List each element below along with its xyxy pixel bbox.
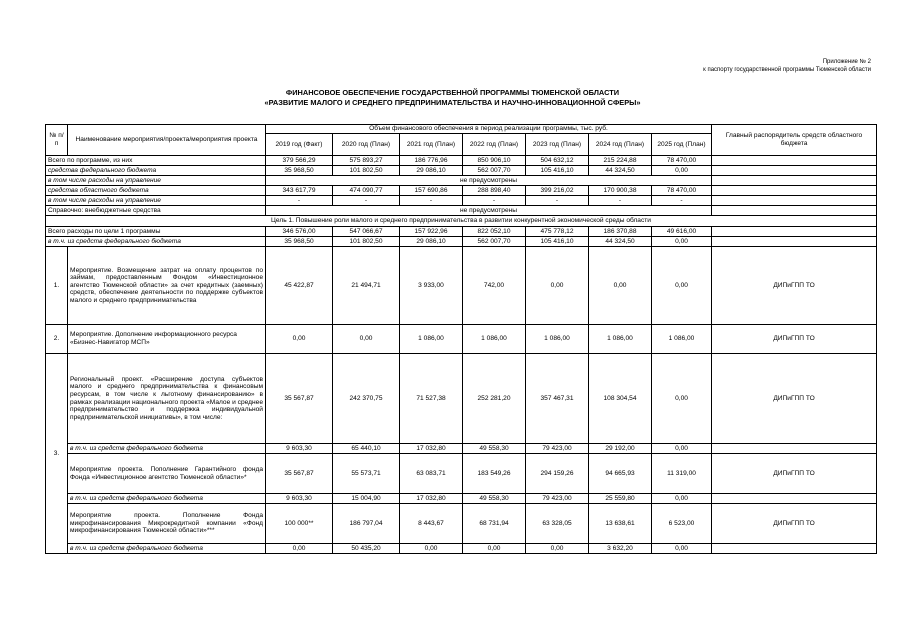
value-cell: 0,00 [652, 237, 712, 247]
project-row-3-federal [46, 444, 877, 454]
row-label: в т.ч. из средств федерального бюджета [68, 444, 266, 454]
manager-cell: ДИПиГПП ТО [712, 354, 877, 444]
value-cell: 44 324,50 [589, 166, 652, 176]
appendix-note [703, 58, 871, 74]
value-cell: 105 416,10 [526, 237, 589, 247]
empty-cell [712, 156, 877, 166]
value-cell: 101 802,50 [333, 237, 400, 247]
value-cell: 0,00 [526, 247, 589, 325]
title-line-2: «РАЗВИТИЕ МАЛОГО И СРЕДНЕГО ПРЕДПРИНИМАТЕЛЬСТВА И НАУЧНО-ИННОВАЦИОННОЙ СФЕРЫ» [264, 98, 641, 107]
row-number: 1. [46, 247, 68, 325]
value-cell: 1 086,00 [589, 325, 652, 354]
value-cell: 186 797,04 [333, 504, 400, 544]
empty-cell [712, 166, 877, 176]
value-cell: 474 090,77 [333, 186, 400, 196]
row-label: в том числе расходы на управление [46, 176, 266, 186]
value-cell: 215 224,88 [589, 156, 652, 166]
value-cell: 79 423,00 [526, 494, 589, 504]
value-cell: 0,00 [526, 544, 589, 554]
management-row [46, 196, 877, 206]
value-cell: - [526, 196, 589, 206]
title-line-1: ФИНАНСОВОЕ ОБЕСПЕЧЕНИЕ ГОСУДАРСТВЕННОЙ ПРОГРАММЫ ТЮМЕНСКОЙ ОБЛАСТИ [285, 88, 620, 97]
value-cell: 49 558,30 [463, 494, 526, 504]
value-cell: 55 573,71 [333, 454, 400, 494]
measure-row-2 [46, 325, 877, 354]
row-label: в т.ч. из средств федерального бюджета [46, 237, 266, 247]
value-cell: 105 416,10 [526, 166, 589, 176]
value-cell: 29 086,10 [400, 166, 463, 176]
empty-cell [712, 544, 877, 554]
value-cell: 343 617,79 [266, 186, 333, 196]
manager-cell: ДИПиГПП ТО [712, 454, 877, 494]
empty-cell [712, 237, 877, 247]
value-cell: 65 440,10 [333, 444, 400, 454]
value-cell: 170 900,38 [589, 186, 652, 196]
value-cell: 157 690,86 [400, 186, 463, 196]
value-cell: 1 086,00 [400, 325, 463, 354]
value-cell: 1 086,00 [652, 325, 712, 354]
merged-note: не предусмотрены [266, 206, 712, 216]
value-cell: 68 731,94 [463, 504, 526, 544]
header-year: 2021 год (План) [400, 134, 463, 156]
document-title [0, 88, 905, 108]
value-cell: 742,00 [463, 247, 526, 325]
value-cell: 575 893,27 [333, 156, 400, 166]
header-volume: Объем финансового обеспечения в период реализации программы, тыс. руб. [266, 125, 712, 134]
empty-cell [712, 176, 877, 186]
value-cell: 3 632,20 [589, 544, 652, 554]
value-cell: 0,00 [266, 325, 333, 354]
value-cell: 0,00 [400, 544, 463, 554]
empty-cell [712, 494, 877, 504]
project-row-3a-federal [46, 494, 877, 504]
value-cell: - [463, 196, 526, 206]
empty-cell [712, 227, 877, 237]
value-cell: 0,00 [652, 166, 712, 176]
value-cell: 15 004,90 [333, 494, 400, 504]
value-cell: 547 066,67 [333, 227, 400, 237]
value-cell: 17 032,80 [400, 494, 463, 504]
header-manager: Главный распорядитель средств областного бюджета [712, 125, 877, 156]
total-row [46, 156, 877, 166]
value-cell: 9 603,30 [266, 494, 333, 504]
value-cell: 1 086,00 [526, 325, 589, 354]
value-cell: 44 324,50 [589, 237, 652, 247]
measure-description: Мероприятие проекта. Пополнение Гарантийного фонда Фонда «Инвестиционное агентство Тюменской области»* [68, 454, 266, 494]
value-cell: - [589, 196, 652, 206]
value-cell: 183 549,26 [463, 454, 526, 494]
value-cell: 0,00 [652, 444, 712, 454]
header-year: 2019 год (Факт) [266, 134, 333, 156]
value-cell: 35 567,87 [266, 454, 333, 494]
value-cell: 6 523,00 [652, 504, 712, 544]
empty-cell [712, 206, 877, 216]
value-cell: 35 567,87 [266, 354, 333, 444]
project-row-3b-federal [46, 544, 877, 554]
measure-description: Региональный проект. «Расширение доступа субъектов малого и среднего предпринимательства к финансовым ресурсам, в том числе к льготному финансированию» в рамках реализации национального проекта «Малое и среднее предпринимательство и поддержка индивидуальной предпринимательской инициативы», в том числе: [68, 354, 266, 444]
value-cell: 357 467,31 [526, 354, 589, 444]
value-cell: 21 494,71 [333, 247, 400, 325]
row-label: в т.ч. из средств федерального бюджета [68, 544, 266, 554]
value-cell: 35 968,50 [266, 166, 333, 176]
value-cell: 0,00 [589, 247, 652, 325]
goal-row [46, 216, 877, 227]
value-cell: 0,00 [652, 354, 712, 444]
value-cell: 11 319,00 [652, 454, 712, 494]
merged-note: не предусмотрены [266, 176, 712, 186]
row-label: Всего расходы по цели 1 программы [46, 227, 266, 237]
value-cell: 29 192,00 [589, 444, 652, 454]
value-cell: 346 576,00 [266, 227, 333, 237]
goal-federal-row [46, 237, 877, 247]
value-cell: 17 032,80 [400, 444, 463, 454]
row-number: 2. [46, 325, 68, 354]
header-name: Наименование мероприятия/проекта/мероприятия проекта [68, 125, 266, 156]
row-label: в т.ч. из средств федерального бюджета [68, 494, 266, 504]
value-cell: 822 052,10 [463, 227, 526, 237]
value-cell: 0,00 [652, 544, 712, 554]
header-year: 2020 год (План) [333, 134, 400, 156]
goal-title: Цель 1. Повышение роли малого и среднего предпринимательства в развитии конкурентной экономической среды области [46, 216, 877, 227]
header-row-1 [46, 125, 877, 134]
value-cell: - [652, 196, 712, 206]
value-cell: - [400, 196, 463, 206]
value-cell: 186 370,88 [589, 227, 652, 237]
measure-description: Мероприятие. Дополнение информационного ресурса «Бизнес-Навигатор МСП» [68, 325, 266, 354]
federal-row [46, 166, 877, 176]
value-cell: 78 470,00 [652, 156, 712, 166]
value-cell: 0,00 [652, 494, 712, 504]
empty-cell [712, 444, 877, 454]
row-label: Справочно: внебюджетные средства [46, 206, 266, 216]
empty-cell [712, 186, 877, 196]
financing-table [45, 124, 877, 554]
appendix-line-1: Приложение № 2 [822, 59, 871, 65]
value-cell: 242 370,75 [333, 354, 400, 444]
value-cell: 49 558,30 [463, 444, 526, 454]
manager-cell: ДИПиГПП ТО [712, 504, 877, 544]
value-cell: 71 527,38 [400, 354, 463, 444]
header-year: 2023 год (План) [526, 134, 589, 156]
measure-description: Мероприятие проекта. Пополнение Фонда микрофинансирования Микрокредитной компании «Фонд микрофинансирования Тюменской области»*** [68, 504, 266, 544]
value-cell: 25 559,80 [589, 494, 652, 504]
value-cell: 562 007,70 [463, 237, 526, 247]
value-cell: 35 968,50 [266, 237, 333, 247]
value-cell: 157 922,96 [400, 227, 463, 237]
value-cell: 475 778,12 [526, 227, 589, 237]
value-cell: 288 898,40 [463, 186, 526, 196]
row-label: в том числе расходы на управление [46, 196, 266, 206]
value-cell: 252 281,20 [463, 354, 526, 444]
value-cell: 94 665,93 [589, 454, 652, 494]
value-cell: 79 423,00 [526, 444, 589, 454]
row-number: 3. [46, 354, 68, 554]
value-cell: 294 159,26 [526, 454, 589, 494]
value-cell: 504 632,12 [526, 156, 589, 166]
value-cell: 0,00 [266, 544, 333, 554]
manager-cell: ДИПиГПП ТО [712, 247, 877, 325]
header-num: № п/п [46, 125, 68, 156]
measure-row-1 [46, 247, 877, 325]
value-cell: 50 435,20 [333, 544, 400, 554]
regional-row [46, 186, 877, 196]
goal-total-row [46, 227, 877, 237]
row-label: Всего по программе, из них [46, 156, 266, 166]
header-year: 2025 год (План) [652, 134, 712, 156]
empty-cell [712, 196, 877, 206]
offbudget-row [46, 206, 877, 216]
appendix-line-2: к паспорту государственной программы Тюменской области [703, 67, 871, 73]
value-cell: 9 603,30 [266, 444, 333, 454]
value-cell: 8 443,67 [400, 504, 463, 544]
value-cell: - [333, 196, 400, 206]
value-cell: 49 616,00 [652, 227, 712, 237]
value-cell: 78 470,00 [652, 186, 712, 196]
value-cell: 399 216,02 [526, 186, 589, 196]
value-cell: 850 906,10 [463, 156, 526, 166]
header-year: 2024 год (План) [589, 134, 652, 156]
value-cell: 379 566,29 [266, 156, 333, 166]
project-row-3 [46, 354, 877, 444]
value-cell: 29 086,10 [400, 237, 463, 247]
value-cell: 186 776,96 [400, 156, 463, 166]
value-cell: 13 638,61 [589, 504, 652, 544]
manager-cell: ДИПиГПП ТО [712, 325, 877, 354]
value-cell: 108 304,54 [589, 354, 652, 444]
measure-description: Мероприятие. Возмещение затрат на оплату процентов по займам, предоставленным Фондом «Инвестиционное агентство Тюменской области» за счет кредитных (заемных) средств, обеспечение деятельности по поддержке субъектов малого и среднего предпринимательства [68, 247, 266, 325]
value-cell: - [266, 196, 333, 206]
value-cell: 101 802,50 [333, 166, 400, 176]
management-row [46, 176, 877, 186]
value-cell: 562 007,70 [463, 166, 526, 176]
value-cell: 63 083,71 [400, 454, 463, 494]
value-cell: 0,00 [652, 247, 712, 325]
value-cell: 45 422,87 [266, 247, 333, 325]
value-cell: 0,00 [333, 325, 400, 354]
value-cell: 0,00 [463, 544, 526, 554]
row-label: средства федерального бюджета [46, 166, 266, 176]
project-row-3b [46, 504, 877, 544]
project-row-3a [46, 454, 877, 494]
value-cell: 1 086,00 [463, 325, 526, 354]
value-cell: 63 328,05 [526, 504, 589, 544]
row-label: средства областного бюджета [46, 186, 266, 196]
value-cell: 3 933,00 [400, 247, 463, 325]
header-year: 2022 год (План) [463, 134, 526, 156]
value-cell: 100 000** [266, 504, 333, 544]
